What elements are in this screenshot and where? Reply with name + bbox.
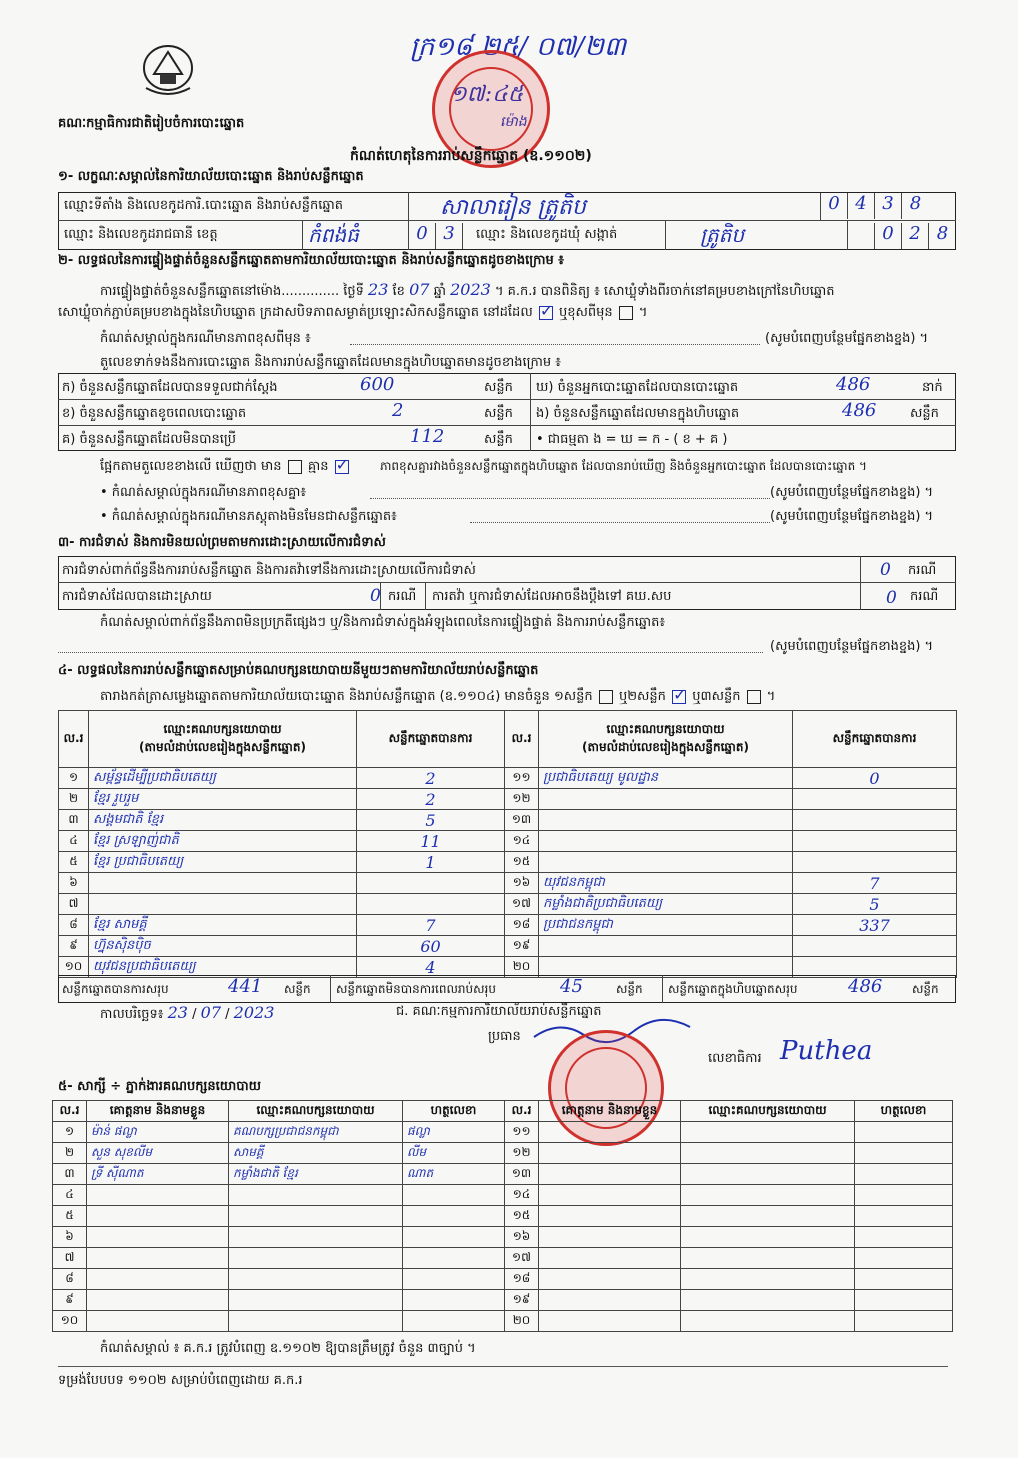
witness-party <box>229 1206 403 1227</box>
section3-title: ៣- ការជំទាស់ និងការមិនយល់ព្រមតាមការដោះស្រាយលើការជំទាស់ <box>58 535 386 550</box>
witness-row <box>53 1143 505 1164</box>
footnote: កំណត់សម្គាល់ ៖ គ.ក.រ ត្រូវបំពេញ ឧ.១១០២ ឱ្យបានត្រឹមត្រូវ ចំនួន ៣ច្បាប់ ។ <box>100 1341 476 1356</box>
no-discrepancy-checkbox[interactable] <box>335 460 349 474</box>
witness-name <box>87 1311 229 1332</box>
vote-count: 2 <box>357 789 505 810</box>
handwritten-code: ក្រ១៨ ២៥/ ០៧/២៣ <box>410 32 627 62</box>
witness-name <box>87 1185 229 1206</box>
witness-empty-cell <box>539 1164 681 1185</box>
ballots-box-label: ង) ចំនួនសន្លឹកឆ្នោតដែលមានក្នុងហិបឆ្នោត <box>536 406 740 421</box>
unused-unit: សន្លឹក <box>484 432 513 447</box>
table-row <box>505 894 957 915</box>
spoiled-label: ខ) ចំនួនសន្លឹកឆ្នោតខូចពេលបោះឆ្នោត <box>62 406 247 421</box>
witness-empty-cell <box>539 1185 681 1206</box>
witness-party <box>229 1248 403 1269</box>
party-name: យុវជនប្រជាធិបតេយ្យ <box>89 957 357 978</box>
witness-empty-cell <box>681 1290 855 1311</box>
party-name <box>89 873 357 894</box>
vote-count: 5 <box>793 894 957 915</box>
witness-row <box>53 1164 505 1185</box>
witness-empty-cell <box>681 1206 855 1227</box>
witness-party: គណបក្សប្រជាជនកម្ពុជា <box>229 1122 403 1143</box>
witness-row <box>505 1143 953 1164</box>
section4-title: ៤- លទ្ធផលនៃការរាប់សន្លឹកឆ្នោតសម្រាប់គណបក្សនយោបាយនីមួយៗតាមការិយាល័យរាប់សន្លឹកឆ្នោត <box>58 663 539 678</box>
received-label: ក) ចំនួនសន្លឹកឆ្នោតដែលបានទទួលជាក់ស្ដែង <box>62 380 278 395</box>
secretary-signature: Puthea <box>780 1036 873 1066</box>
witness-party: កម្លាំងជាតិ ខ្មែរ <box>229 1164 403 1185</box>
row-number: ៤ <box>59 831 89 852</box>
vote-count: 11 <box>357 831 505 852</box>
table-row <box>59 810 505 831</box>
commune-code: 0 2 8 <box>847 221 957 250</box>
table-row <box>505 768 957 789</box>
province-label: ឈ្មោះ និងលេខកូដរាជធានី ខេត្ត <box>64 227 218 242</box>
difference-note-end: (សូមបំពេញបន្ថែមផ្នែកខាងខ្នង) ។ <box>765 331 929 346</box>
witness-row <box>53 1227 505 1248</box>
total-invalid-unit: សន្លឹក <box>616 982 643 996</box>
irregularity-note: កំណត់សម្គាល់ពាក់ព័ន្ធនឹងភាពមិនប្រក្រតីផ្សេងៗ ឬ/និងការជំទាស់ក្នុងអំឡុងពេលនៃការផ្ទៀងផ្ទាត់ និងការរាប់សន្លឹកឆ្នោត៖ <box>100 615 666 630</box>
witness-empty-cell <box>681 1143 855 1164</box>
row-number: ១៩ <box>505 936 539 957</box>
party-name <box>539 936 793 957</box>
form-footer: ទម្រង់បែបបទ ១១០២ សម្រាប់បំពេញដោយ គ.ក.រ <box>58 1373 303 1388</box>
row-number: ២០ <box>505 957 539 978</box>
table-row <box>59 894 505 915</box>
handwritten-mark: ម៉ោង <box>500 114 527 130</box>
witness-sign <box>403 1269 505 1290</box>
witness-sign <box>403 1206 505 1227</box>
witness-empty-cell <box>539 1290 681 1311</box>
vote-count: 4 <box>357 957 505 978</box>
complaints-row1-label: ការជំទាស់ពាក់ព័ន្ធនឹងការរាប់សន្លឹកឆ្នោត និងការតវ៉ាទៅនឹងការដោះស្រាយលើការជំទាស់ <box>62 563 476 578</box>
spoiled-value: 2 <box>392 400 404 421</box>
unused-label: គ) ចំនួនសន្លឹកឆ្នោតដែលមិនបានប្រើ <box>62 432 236 447</box>
province-value: កំពង់ធំ <box>308 223 359 247</box>
voters-value: 486 <box>836 374 871 395</box>
col-votes: សន្លឹកឆ្នោតបានការ <box>357 711 505 768</box>
date-year: 2023 <box>233 1003 275 1022</box>
complaints-row1-value: 0 <box>880 560 891 580</box>
party-name: សម្ព័ន្ធដើម្បីប្រជាធិបតេយ្យ <box>89 768 357 789</box>
party-name <box>539 789 793 810</box>
commune-value: ត្រូតិប <box>700 223 745 247</box>
witness-row <box>505 1269 953 1290</box>
witness-empty-cell <box>539 1311 681 1332</box>
row-number: ១៩ <box>505 1290 539 1311</box>
table-row <box>59 768 505 789</box>
party-name <box>539 810 793 831</box>
party-name: ហ្វ៊ុនស៊ិនប៉ិច <box>89 936 357 957</box>
row-number: ១០ <box>53 1311 87 1332</box>
witness-sign: ផល្លា <box>403 1122 505 1143</box>
witness-row <box>53 1185 505 1206</box>
witness-empty-cell <box>539 1206 681 1227</box>
committee-label: ជ. គណៈកម្មការការិយាល័យរាប់សន្លឹកឆ្នោត <box>396 1004 602 1019</box>
date-month: 07 <box>200 1003 221 1022</box>
section1-title: ១- លក្ខណៈសម្គាល់នៃការិយាល័យបោះឆ្នោត និងរាប់សន្លឹកឆ្នោត <box>58 169 364 184</box>
witness-party <box>229 1227 403 1248</box>
witness-name <box>87 1269 229 1290</box>
witness-row <box>505 1311 953 1332</box>
witness-row <box>505 1164 953 1185</box>
row-number: ៧ <box>59 894 89 915</box>
witness-sign <box>403 1248 505 1269</box>
witness-name: ម៉ាន់ ផល្លា <box>87 1122 229 1143</box>
total-box-label: សន្លឹកឆ្នោតក្នុងហិបឆ្នោតសរុប <box>668 982 798 996</box>
verification-line-1: ការផ្ទៀងផ្ទាត់ចំនួនសន្លឹកឆ្នោតនៅម៉ោង.............. ថ្ងៃទី 23 ខែ 07 ឆ្នាំ 2023 ។ គ.ក.រ បានពិនិត្យ ៖ សោឃ្លុំទាំងពីរចាក់នៅគម្របខាងក្រៅនៃហិបឆ្នោត <box>100 280 835 299</box>
party-name <box>539 831 793 852</box>
verification-line-2: សោឃ្លុំចាក់ភ្ជាប់គម្របខាងក្នុងនៃហិបឆ្នោត ក្រដាសបិទភាពសម្ងាត់ប្រឡោះសិកសន្លឹកឆ្នោត នៅដដែល ✓ ឬខុសពីមុន ។ <box>58 304 647 323</box>
nec-emblem-icon <box>140 40 196 102</box>
col-party-right: ឈ្មោះគណបក្សនយោបាយ (តាមលំដាប់លេខរៀងក្នុងសន្លឹកឆ្នោត) <box>539 711 793 768</box>
results-table-right <box>504 710 957 978</box>
witness-empty-cell <box>681 1122 855 1143</box>
table-row <box>59 789 505 810</box>
section2-title: ២- លទ្ធផលនៃការផ្ទៀងផ្ទាត់ចំនួនសន្លឹកឆ្នោតតាមការិយាល័យបោះឆ្នោត និងរាប់សន្លឹកឆ្នោតដូចខាងក្រោម ៖ <box>58 253 564 268</box>
witness-row <box>53 1122 505 1143</box>
row-number: ៣ <box>53 1164 87 1185</box>
witness-empty-cell <box>539 1248 681 1269</box>
witness-empty-cell <box>681 1311 855 1332</box>
unused-value: 112 <box>410 426 445 447</box>
table-row <box>505 810 957 831</box>
date-day: 23 <box>167 1003 188 1022</box>
row-number: ១០ <box>59 957 89 978</box>
row-number: ៥ <box>53 1206 87 1227</box>
table-row <box>505 789 957 810</box>
party-name <box>539 852 793 873</box>
row-number: ៩ <box>53 1290 87 1311</box>
witness-col-name-right: គោត្តនាម និងនាមខ្លួន <box>539 1101 681 1122</box>
station-value: សាលារៀន ត្រូតិប <box>440 195 586 220</box>
witness-empty-cell <box>539 1143 681 1164</box>
witness-empty-cell <box>539 1122 681 1143</box>
irregularity-fill: (សូមបំពេញបន្ថែមផ្នែកខាងខ្នង) ។ <box>770 639 934 654</box>
witness-table-right <box>504 1100 953 1332</box>
row-number: ១២ <box>505 1143 539 1164</box>
vote-count: 7 <box>793 873 957 894</box>
vote-count: 2 <box>357 768 505 789</box>
commission-name: គណៈកម្មាធិការជាតិរៀបចំការបោះឆ្នោត <box>58 116 245 131</box>
vote-count: 5 <box>357 810 505 831</box>
row-number: ១១ <box>505 1122 539 1143</box>
discrepancy-line: ផ្អែកតាមតួលេខខាងលើ ឃើញថា មាន គ្មាន ✓ <box>100 458 351 477</box>
row-number: ២ <box>53 1143 87 1164</box>
witness-col-sign: ហត្ថលេខា <box>403 1101 505 1122</box>
witness-row <box>505 1122 953 1143</box>
witness-row <box>505 1206 953 1227</box>
witness-party <box>229 1269 403 1290</box>
party-name: សង្គមជាតិ ខ្មែរ <box>89 810 357 831</box>
row-number: ១៣ <box>505 810 539 831</box>
row-number: ១៣ <box>505 1164 539 1185</box>
row-number: ១៨ <box>505 1269 539 1290</box>
table-row <box>505 852 957 873</box>
witness-row <box>505 1185 953 1206</box>
witness-col-party: ឈ្មោះគណបក្សនយោបាយ <box>229 1101 403 1122</box>
witness-party <box>229 1185 403 1206</box>
row-number: ១៥ <box>505 1206 539 1227</box>
ballots-box-value: 486 <box>842 400 877 421</box>
row-number: ៧ <box>53 1248 87 1269</box>
witness-col-name: គោត្តនាម និងនាមខ្លួន <box>87 1101 229 1122</box>
witness-party <box>229 1311 403 1332</box>
witness-empty-cell <box>855 1164 953 1185</box>
ballots-box-unit: សន្លឹក <box>910 406 939 421</box>
received-value: 600 <box>360 374 395 395</box>
total-box-value: 486 <box>848 976 883 997</box>
verify-day: 23 <box>368 280 389 299</box>
figures-intro: តួលេខទាក់ទងនឹងការបោះឆ្នោត និងការរាប់សន្លឹកឆ្នោតដែលមានក្នុងហិបឆ្នោតមានដូចខាងក្រោម ៖ <box>100 355 561 370</box>
bullet-evidence-fill: (សូមបំពេញបន្ថែមផ្នែកខាងខ្នង) ។ <box>770 509 934 524</box>
total-box-unit: សន្លឹក <box>912 982 939 996</box>
row-number: ៤ <box>53 1185 87 1206</box>
table-row <box>505 873 957 894</box>
col-votes-right: សន្លឹកឆ្នោតបានការ <box>793 711 957 768</box>
witness-sign <box>403 1185 505 1206</box>
unchanged-checkbox[interactable] <box>539 306 553 320</box>
row-number: ១ <box>59 768 89 789</box>
row-number: ៩ <box>59 936 89 957</box>
witness-row <box>505 1290 953 1311</box>
witness-empty-cell <box>539 1227 681 1248</box>
vote-count: 60 <box>357 936 505 957</box>
row-number: ៥ <box>59 852 89 873</box>
verify-year: 2023 <box>450 280 491 299</box>
vote-count <box>793 852 957 873</box>
bullet-discrepancy: • កំណត់សម្គាល់ក្នុងករណីមានភាពខុសគ្នា៖ <box>100 485 307 500</box>
verify-month: 07 <box>409 280 430 299</box>
row-number: ៨ <box>53 1269 87 1290</box>
witness-empty-cell <box>855 1206 953 1227</box>
station-label: ឈ្មោះទីតាំង និងលេខកូដការិ.បោះឆ្នោត និងរាប់សន្លឹកឆ្នោត <box>64 198 343 213</box>
witness-col-party-right: ឈ្មោះគណបក្សនយោបាយ <box>681 1101 855 1122</box>
row-number: ១៨ <box>505 915 539 936</box>
three-sheets-checkbox[interactable] <box>747 690 761 704</box>
col-no-right: ល.រ <box>505 711 539 768</box>
table-row <box>505 915 957 936</box>
witness-row <box>53 1269 505 1290</box>
witness-row <box>53 1248 505 1269</box>
col-party: ឈ្មោះគណបក្សនយោបាយ (តាមលំដាប់លេខរៀងក្នុងសន្លឹកឆ្នោត) <box>89 711 357 768</box>
witness-row <box>505 1248 953 1269</box>
party-name <box>89 894 357 915</box>
witness-name: សួន សុខលីម <box>87 1143 229 1164</box>
witness-empty-cell <box>855 1122 953 1143</box>
party-name: កម្លាំងជាតិប្រជាធិបតេយ្យ <box>539 894 793 915</box>
vote-count: 1 <box>357 852 505 873</box>
witness-name: ទ្រី ស៊ីណាត <box>87 1164 229 1185</box>
row-number: ១ <box>53 1122 87 1143</box>
witness-sign <box>403 1311 505 1332</box>
witness-col-no-right: ល.រ <box>505 1101 539 1122</box>
section5-title: ៥- សាក្សី ÷ ភ្នាក់ងារគណបក្សនយោបាយ <box>58 1079 261 1094</box>
report-title: កំណត់ហេតុនៃការរាប់សន្លឹកឆ្នោត (ឧ.១១០២) <box>350 148 592 164</box>
table-row <box>59 831 505 852</box>
witness-sign <box>403 1227 505 1248</box>
witness-name <box>87 1227 229 1248</box>
table-row <box>59 852 505 873</box>
totals-row <box>58 975 956 1003</box>
resolved-unit: ករណី <box>388 589 417 604</box>
witness-sign: ណាត <box>403 1164 505 1185</box>
party-name: ខ្មែរ រួបរួម <box>89 789 357 810</box>
witness-empty-cell <box>681 1269 855 1290</box>
tally-sheet-line: តារាងកត់ត្រាសម្លេងឆ្នោតតាមការិយាល័យបោះឆ្នោត និងរាប់សន្លឹកឆ្នោត (ឧ.១១០៤) មានចំនួន ១សន្លឹក ឬ២សន្លឹក ✓ ឬ៣សន្លឹក ។ <box>100 688 775 707</box>
witness-name <box>87 1206 229 1227</box>
row-number: ៣ <box>59 810 89 831</box>
row-number: ១៤ <box>505 1185 539 1206</box>
commune-label: ឈ្មោះ និងលេខកូដឃុំ សង្កាត់ <box>476 227 618 242</box>
vote-count <box>793 810 957 831</box>
row-number: ១៤ <box>505 831 539 852</box>
bullet-evidence: • កំណត់សម្គាល់ក្នុងករណីមានភស្តុតាងមិនមែនជាសន្លឹកឆ្នោត៖ <box>100 509 397 524</box>
witness-name <box>87 1290 229 1311</box>
total-invalid-label: សន្លឹកឆ្នោតមិនបានការពេលរាប់សរុប <box>336 982 496 996</box>
witness-party: សាមគ្គី <box>229 1143 403 1164</box>
witness-table-left <box>52 1100 505 1332</box>
total-valid-unit: សន្លឹក <box>284 982 311 996</box>
total-valid-value: 441 <box>228 976 263 997</box>
appeal-unit: ករណី <box>910 589 939 604</box>
table-row <box>505 936 957 957</box>
secretary-label: លេខាធិការ <box>708 1051 762 1066</box>
witness-party <box>229 1290 403 1311</box>
station-code: 0 4 3 8 <box>820 193 957 220</box>
row-number: ២ <box>59 789 89 810</box>
has-discrepancy-checkbox[interactable] <box>288 460 302 474</box>
total-valid-label: សន្លឹកឆ្នោតបានការសរុប <box>62 982 169 996</box>
row-number: ៦ <box>53 1227 87 1248</box>
party-name: ខ្មែរ ប្រជាធិបតេយ្យ <box>89 852 357 873</box>
party-name: ប្រជាធិបតេយ្យ មូលដ្ឋាន <box>539 768 793 789</box>
vote-count <box>793 789 957 810</box>
witness-col-sign-right: ហត្ថលេខា <box>855 1101 953 1122</box>
party-name: ប្រជាជនកម្ពុជា <box>539 915 793 936</box>
row-number: ១៦ <box>505 873 539 894</box>
witness-sign <box>403 1290 505 1311</box>
witness-empty-cell <box>855 1290 953 1311</box>
vote-count <box>357 873 505 894</box>
party-name: ខ្មែរ ស្រឡាញ់ជាតិ <box>89 831 357 852</box>
appeal-value: 0 <box>886 588 897 608</box>
witness-empty-cell <box>681 1227 855 1248</box>
spoiled-unit: សន្លឹក <box>484 406 513 421</box>
row-number: ១១ <box>505 768 539 789</box>
vote-count: 337 <box>793 915 957 936</box>
voters-unit: នាក់ <box>922 380 943 395</box>
witness-empty-cell <box>855 1311 953 1332</box>
complaints-row1-unit: ករណី <box>908 563 937 578</box>
one-sheet-checkbox[interactable] <box>599 690 613 704</box>
vote-count <box>793 831 957 852</box>
witness-row <box>53 1290 505 1311</box>
changed-checkbox[interactable] <box>619 306 633 320</box>
row-number: ១៦ <box>505 1227 539 1248</box>
col-no: ល.រ <box>59 711 89 768</box>
table-row <box>59 915 505 936</box>
witness-empty-cell <box>681 1164 855 1185</box>
appeal-label: ការតវ៉ា ឬការជំទាស់ដែលអាចនឹងប្ដឹងទៅ គឃ.សប <box>432 589 672 604</box>
results-table-left <box>58 710 505 978</box>
formula-note: • ជាធម្មតា ង = ឃ = ក - ( ខ + គ ) <box>536 432 728 447</box>
total-invalid-value: 45 <box>560 976 583 997</box>
table-row <box>505 831 957 852</box>
row-number: ៦ <box>59 873 89 894</box>
witness-name <box>87 1248 229 1269</box>
bullet-discrepancy-fill: (សូមបំពេញបន្ថែមផ្នែកខាងខ្នង) ។ <box>770 485 934 500</box>
row-number: ៨ <box>59 915 89 936</box>
date-line: កាលបរិច្ឆេទ៖ 23 / 07 / 2023 <box>100 1003 275 1022</box>
witness-empty-cell <box>539 1269 681 1290</box>
vote-count: 0 <box>793 768 957 789</box>
handwritten-time: ១៧:៤៥ <box>450 82 524 107</box>
party-name: យុវជនកម្ពុជា <box>539 873 793 894</box>
witness-empty-cell <box>681 1185 855 1206</box>
witness-empty-cell <box>855 1185 953 1206</box>
chair-label: ប្រធាន <box>488 1029 521 1044</box>
witness-empty-cell <box>855 1143 953 1164</box>
row-number: ១៧ <box>505 894 539 915</box>
resolved-value: 0 <box>370 586 381 606</box>
witness-empty-cell <box>855 1227 953 1248</box>
difference-note: កំណត់សម្គាល់ក្នុងករណីមានភាពខុសពីមុន ៖ <box>100 331 311 346</box>
witness-sign: លីម <box>403 1143 505 1164</box>
witness-row <box>53 1311 505 1332</box>
row-number: ១៧ <box>505 1248 539 1269</box>
vote-count <box>357 894 505 915</box>
resolved-label: ការជំទាស់ដែលបានដោះស្រាយ <box>62 589 212 604</box>
witness-row <box>505 1227 953 1248</box>
vote-count <box>793 936 957 957</box>
witness-empty-cell <box>855 1269 953 1290</box>
witness-empty-cell <box>681 1248 855 1269</box>
row-number: ១២ <box>505 789 539 810</box>
received-unit: សន្លឹក <box>484 380 513 395</box>
voters-label: ឃ) ចំនួនអ្នកបោះឆ្នោតដែលបានបោះឆ្នោត <box>536 380 739 395</box>
witness-col-no: ល.រ <box>53 1101 87 1122</box>
vote-count: 7 <box>357 915 505 936</box>
table-row <box>59 936 505 957</box>
discrepancy-line-end: ភាពខុសគ្នារវាងចំនួនសន្លឹកឆ្នោតក្នុងហិបឆ្នោត ដែលបានរាប់ឃើញ និងចំនួនអ្នកបោះឆ្នោត ដែលបានបោះឆ្នោត ។ <box>380 459 867 473</box>
row-number: ១៥ <box>505 852 539 873</box>
two-sheets-checkbox[interactable] <box>672 690 686 704</box>
witness-empty-cell <box>855 1248 953 1269</box>
province-code: 0 3 <box>408 221 463 250</box>
row-number: ២០ <box>505 1311 539 1332</box>
table-row <box>59 873 505 894</box>
party-name: ខ្មែរ សាមគ្គី <box>89 915 357 936</box>
witness-row <box>53 1206 505 1227</box>
